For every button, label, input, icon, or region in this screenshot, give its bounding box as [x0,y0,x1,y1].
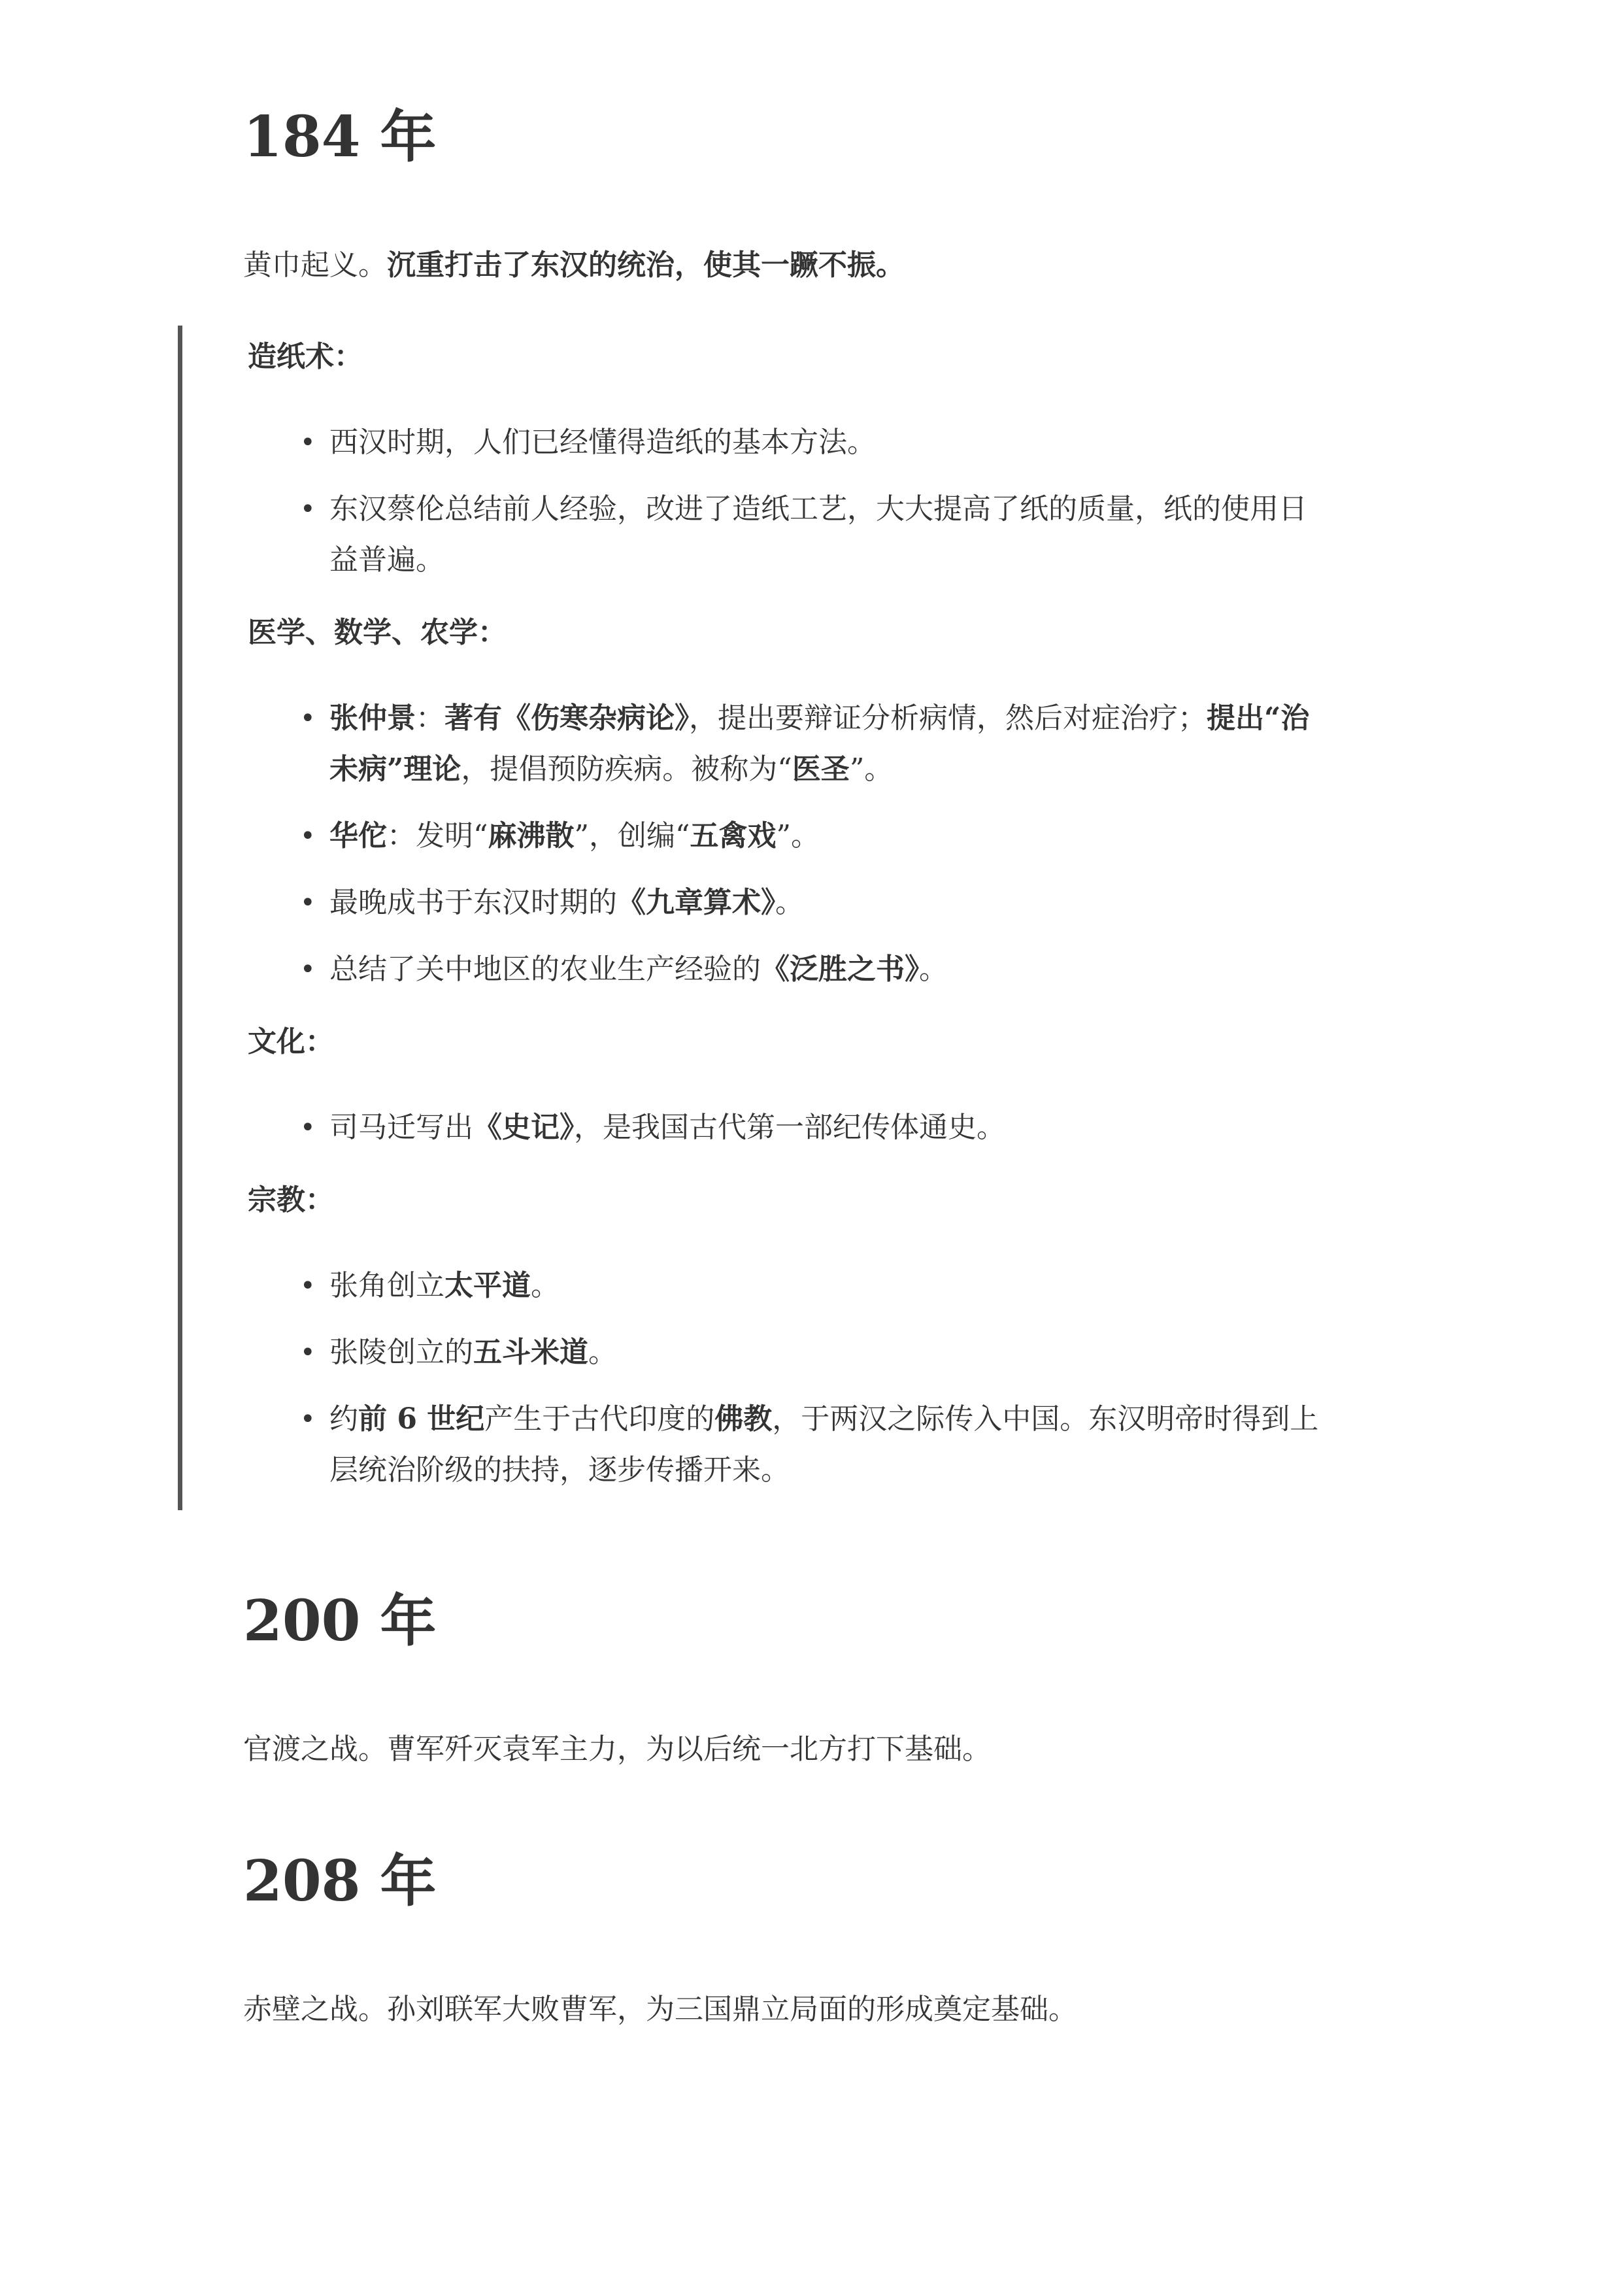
religion-list [248,1260,1328,1496]
text-run: ”。 [776,819,820,853]
bold-text: 医圣 [792,752,850,786]
bold-text: 麻沸散 [488,819,575,853]
text-run: 。 [588,1336,617,1369]
list-item [248,1260,1328,1311]
blockquote-culture [178,326,1328,1510]
quote-heading-culture: 文化： [248,1025,334,1058]
papermaking-list [248,417,1328,586]
section-heading-200: 200 年 [243,1588,437,1654]
bold-text: 《史记》 [473,1111,574,1144]
culture-list [248,1102,1328,1153]
text-run: 张陵创立的 [329,1336,473,1369]
list-item [248,944,1328,995]
bold-text: 太平道 [444,1269,531,1302]
text-run: 东汉蔡伦总结前人经验，改进了造纸工艺，大大提高了纸的质量，纸的使用日益普遍。 [329,492,1307,577]
list-item [248,693,1328,795]
text-run: ：发明“ [387,819,488,853]
list-item [248,417,1328,468]
text-run: ，于两汉之际传入中国。东汉明帝时得到上层统治阶级的扶持，逐步传播开来。 [329,1402,1319,1487]
bold-text: 五斗米道 [473,1336,588,1369]
text-run: 最晚成书于东汉时期的 [329,886,617,919]
list-item [248,877,1328,928]
text-run: 产生于古代印度的 [484,1402,715,1436]
section-intro-184 [243,246,1328,285]
bold-text: 张仲景 [329,701,416,735]
text-run: 官渡之战。曹军歼灭袁军主力，为以后统一北方打下基础。 [243,1732,991,1766]
bold-text: 《九章算术》 [617,886,775,919]
list-item [248,1102,1328,1153]
science-list [248,693,1328,995]
text-run: ： [416,701,444,735]
section-intro-200 [243,1730,1328,1769]
text-run: 赤壁之战。孙刘联军大败曹军，为三国鼎立局面的形成奠定基础。 [243,1993,1077,2026]
bold-text: 著有《伤寒杂病论》 [444,701,689,735]
bold-text: 华佗 [329,819,387,853]
list-item [248,1394,1328,1496]
text-run: 。 [919,953,948,986]
document-content [243,0,1328,2029]
text-run: 张角创立 [329,1269,444,1302]
quote-heading-science: 医学、数学、农学： [248,616,507,649]
quote-heading-religion: 宗教： [248,1183,334,1217]
bold-text: 提出“治未病”理论 [329,701,1310,786]
text-run: 黄巾起义。 [243,248,387,282]
quote-heading-papermaking: 造纸术： [248,340,363,373]
list-item [248,811,1328,862]
section-intro-208 [243,1990,1328,2029]
bold-text: 沉重打击了东汉的统治，使其一蹶不振。 [387,248,905,282]
list-item [248,1327,1328,1378]
bold-text: 前 6 世纪 [358,1402,485,1436]
bold-text: 《泛胜之书》 [761,953,919,986]
section-heading-208: 208 年 [243,1848,437,1914]
text-run: ，是我国古代第一部纪传体通史。 [574,1111,1005,1144]
text-run: 。 [775,886,804,919]
text-run: ”，创编“ [574,819,690,853]
text-run: ”。 [849,752,894,786]
text-run: ，提倡预防疾病。被称为“ [461,752,792,786]
text-run: 约 [329,1402,358,1436]
list-item [248,484,1328,586]
text-run: 司马迁写出 [329,1111,473,1144]
text-run: ，提出要辩证分析病情，然后对症治疗； [689,701,1207,735]
text-run: 西汉时期，人们已经懂得造纸的基本方法。 [329,426,876,459]
section-heading-184: 184 年 [243,104,437,170]
bold-text: 五禽戏 [690,819,777,853]
text-run: 。 [531,1269,560,1302]
text-run: 总结了关中地区的农业生产经验的 [329,953,761,986]
bold-text: 佛教 [714,1402,773,1436]
